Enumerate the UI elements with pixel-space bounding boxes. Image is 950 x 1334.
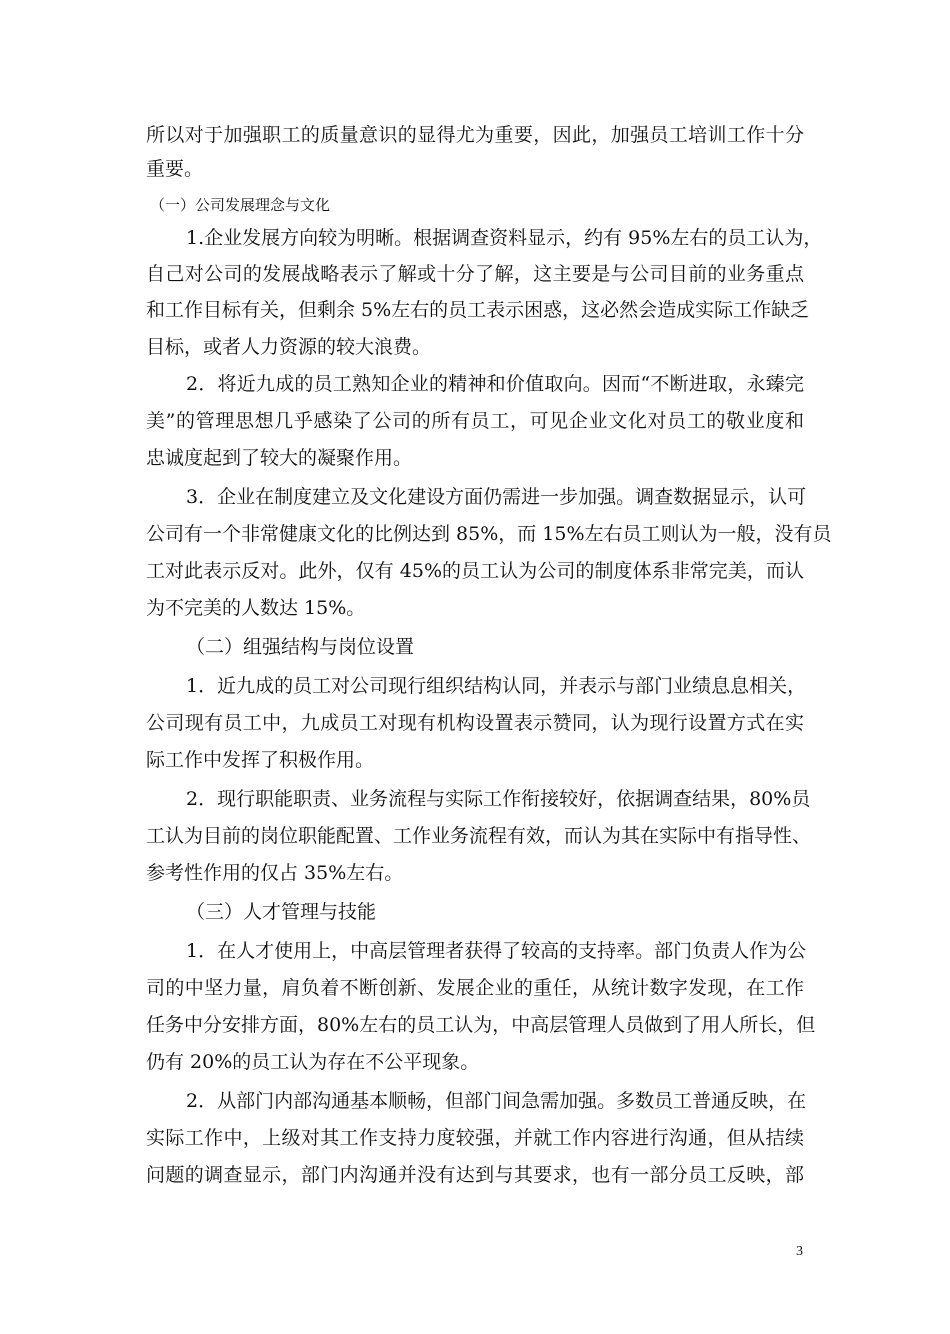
text-line: 2．现行职能职责、业务流程与实际工作衔接较好，依据调查结果，80%员 — [186, 788, 811, 810]
text-line: 3．企业在制度建立及文化建设方面仍需进一步加强。调查数据显示，认可 — [186, 486, 807, 508]
text-line: 仍有 20%的员工认为存在不公平现象。 — [146, 1051, 480, 1073]
text-line: 忠诚度起到了较大的凝聚作用。 — [146, 447, 413, 469]
text-line: 公司现有员工中，九成员工对现有机构设置表示赞同，认为现行设置方式在实 — [146, 712, 804, 734]
text-line: 问题的调查显示，部门内沟通并没有达到与其要求，也有一部分员工反映，部 — [146, 1164, 804, 1186]
section-heading: （一）公司发展理念与文化 — [150, 196, 331, 214]
text-line: 际工作中发挥了积极作用。 — [146, 749, 375, 771]
text-line: 2．将近九成的员工熟知企业的精神和价值取向。因而“不断进取，永臻完 — [186, 373, 804, 395]
text-line: 和工作目标有关，但剩余 5%左右的员工表示困惑，这必然会造成实际工作缺乏 — [146, 299, 810, 321]
text-line: 目标，或者人力资源的较大浪费。 — [146, 336, 432, 358]
text-line: 工认为目前的岗位职能配置、工作业务流程有效，而认为其在实际中有指导性、 — [146, 825, 812, 847]
text-line: 2．从部门内部沟通基本顺畅，但部门间急需加强。多数员工普通反映，在 — [186, 1090, 807, 1112]
text-line: 1.企业发展方向较为明晰。根据调查资料显示，约有 95%左右的员工认为， — [186, 227, 823, 249]
section-heading: （二）组强结构与岗位设置 — [186, 636, 415, 658]
text-line: 工对此表示反对。此外，仅有 45%的员工认为公司的制度体系非常完美，而认 — [146, 560, 804, 582]
text-line: 1．在人才使用上，中高层管理者获得了较高的支持率。部门负责人作为公 — [186, 940, 807, 962]
text-line: 为不完美的人数达 15%。 — [146, 597, 366, 619]
text-line: 自己对公司的发展战略表示了解或十分了解，这主要是与公司目前的业务重点 — [146, 263, 804, 285]
text-line: 任务中分安排方面，80%左右的员工认为，中高层管理人员做到了用人所长，但 — [146, 1014, 816, 1036]
text-line: 公司有一个非常健康文化的比例达到 85%，而 15%左右员工则认为一般，没有员 — [146, 523, 832, 545]
text-line: 司的中坚力量，肩负着不断创新、发展企业的重任，从统计数字发现，在工作 — [146, 977, 804, 999]
text-line: 重要。 — [146, 158, 204, 180]
text-line: 所以对于加强职工的质量意识的显得尤为重要，因此，加强员工培训工作十分 — [146, 124, 804, 146]
page-number: 3 — [796, 1244, 803, 1259]
section-heading: （三）人才管理与技能 — [186, 901, 377, 923]
text-line: 参考性作用的仅占 35%左右。 — [146, 862, 404, 884]
text-line: 实际工作中，上级对其工作支持力度较强，并就工作内容进行沟通，但从拮续 — [146, 1127, 804, 1149]
text-line: 1．近九成的员工对公司现行组织结构认同，并表示与部门业绩息息相关， — [186, 675, 807, 697]
text-line: 美”的管理思想几乎感染了公司的所有员工，可见企业文化对员工的敬业度和 — [146, 410, 804, 432]
